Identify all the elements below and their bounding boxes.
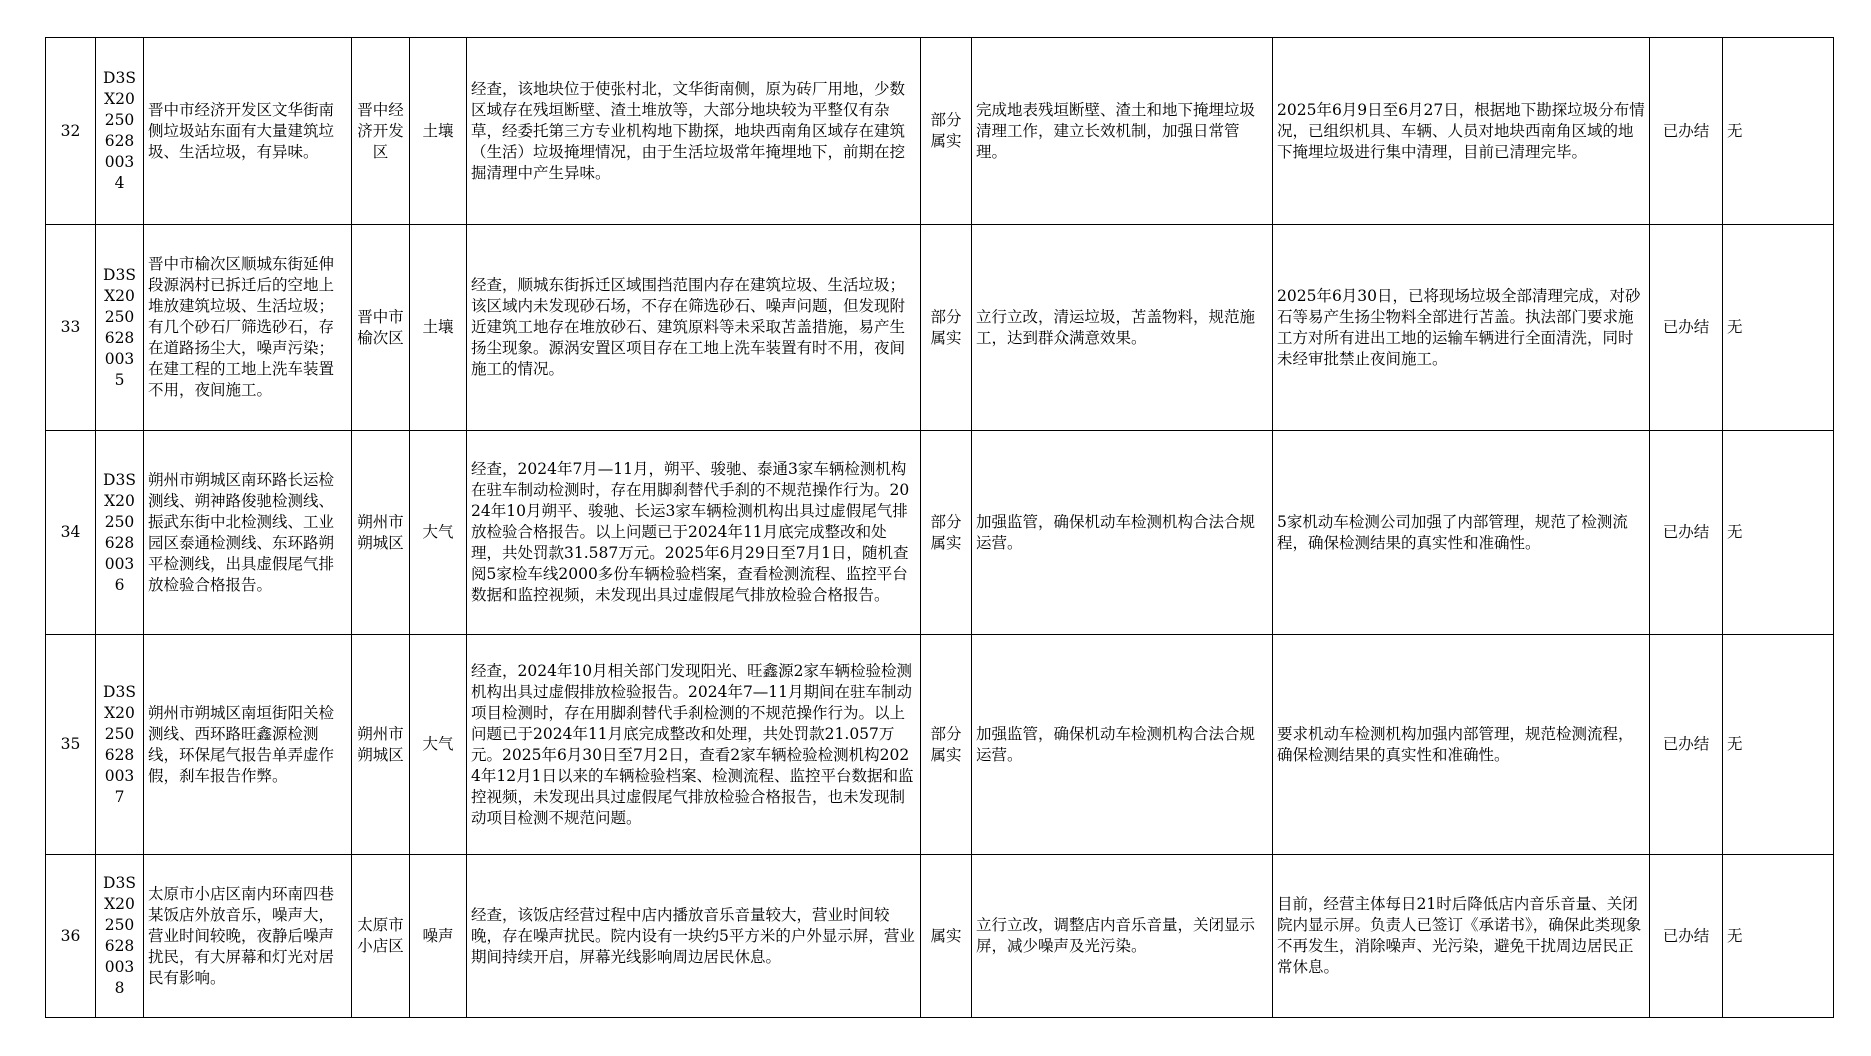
row-number: 35: [46, 635, 96, 855]
table-row: [46, 635, 1834, 855]
accountability-note: 无: [1723, 431, 1834, 635]
administrative-area: 太原市小店区: [352, 855, 410, 1018]
administrative-area: 朔州市朔城区: [352, 635, 410, 855]
completion-status: 已办结: [1650, 635, 1723, 855]
case-code: D3SX202506280036: [96, 431, 144, 635]
reported-issue: 晋中市经济开发区文华街南侧垃圾站东面有大量建筑垃圾、生活垃圾，有异味。: [144, 38, 352, 225]
completion-status: 已办结: [1650, 225, 1723, 431]
accountability-note: 无: [1723, 635, 1834, 855]
reported-issue: 太原市小店区南内环南四巷某饭店外放音乐，噪声大，营业时间较晚，夜静后噪声扰民，有大屏幕和灯光对居民有影响。: [144, 855, 352, 1018]
case-code: D3SX202506280037: [96, 635, 144, 855]
case-code: D3SX202506280034: [96, 38, 144, 225]
administrative-area: 晋中市榆次区: [352, 225, 410, 431]
case-code: D3SX202506280035: [96, 225, 144, 431]
verification-status: 部分属实: [921, 225, 972, 431]
table-row: [46, 431, 1834, 635]
pollution-type: 土壤: [410, 225, 467, 431]
verification-status: 部分属实: [921, 635, 972, 855]
table-row: [46, 855, 1834, 1018]
rectification-measures: 立行立改，调整店内音乐音量，关闭显示屏，减少噪声及光污染。: [972, 855, 1273, 1018]
accountability-note: 无: [1723, 38, 1834, 225]
accountability-note: 无: [1723, 855, 1834, 1018]
investigation-result: 经查，该地块位于使张村北，文华街南侧，原为砖厂用地，少数区域存在残垣断壁、渣土堆放等，大部分地块较为平整仅有杂草，经委托第三方专业机构地下勘探，地块西南角区域存在建筑（生活）垃圾掩埋情况，由于生活垃圾常年掩埋地下，前期在挖掘清理中产生异味。: [467, 38, 921, 225]
rectification-progress: 5家机动车检测公司加强了内部管理，规范了检测流程，确保检测结果的真实性和准确性。: [1273, 431, 1650, 635]
rectification-progress: 要求机动车检测机构加强内部管理，规范检测流程，确保检测结果的真实性和准确性。: [1273, 635, 1650, 855]
pollution-type: 噪声: [410, 855, 467, 1018]
case-code: D3SX202506280038: [96, 855, 144, 1018]
completion-status: 已办结: [1650, 855, 1723, 1018]
rectification-progress: 2025年6月30日，已将现场垃圾全部清理完成，对砂石等易产生扬尘物料全部进行苫盖。执法部门要求施工方对所有进出工地的运输车辆进行全面清洗，同时未经审批禁止夜间施工。: [1273, 225, 1650, 431]
rectification-measures: 加强监管，确保机动车检测机构合法合规运营。: [972, 635, 1273, 855]
rectification-measures: 完成地表残垣断壁、渣土和地下掩埋垃圾清理工作，建立长效机制，加强日常管理。: [972, 38, 1273, 225]
verification-status: 部分属实: [921, 38, 972, 225]
administrative-area: 晋中经济开发区: [352, 38, 410, 225]
row-number: 36: [46, 855, 96, 1018]
investigation-result: 经查，顺城东街拆迁区域围挡范围内存在建筑垃圾、生活垃圾；该区域内未发现砂石场，不存在筛选砂石、噪声问题，但发现附近建筑工地存在堆放砂石、建筑原料等未采取苫盖措施，易产生扬尘现象。源涡安置区项目存在工地上洗车装置有时不用，夜间施工的情况。: [467, 225, 921, 431]
completion-status: 已办结: [1650, 38, 1723, 225]
reported-issue: 朔州市朔城区南垣街阳关检测线、西环路旺鑫源检测线，环保尾气报告单弄虚作假，刹车报告作弊。: [144, 635, 352, 855]
table-row: [46, 38, 1834, 225]
completion-status: 已办结: [1650, 431, 1723, 635]
table-row: [46, 225, 1834, 431]
administrative-area: 朔州市朔城区: [352, 431, 410, 635]
row-number: 33: [46, 225, 96, 431]
row-number: 32: [46, 38, 96, 225]
row-number: 34: [46, 431, 96, 635]
pollution-type: 土壤: [410, 38, 467, 225]
accountability-note: 无: [1723, 225, 1834, 431]
pollution-type: 大气: [410, 635, 467, 855]
investigation-result: 经查，该饭店经营过程中店内播放音乐音量较大，营业时间较晚，存在噪声扰民。院内设有一块约5平方米的户外显示屏，营业期间持续开启，屏幕光线影响周边居民休息。: [467, 855, 921, 1018]
verification-status: 部分属实: [921, 431, 972, 635]
petition-table: [45, 37, 1834, 1018]
investigation-result: 经查，2024年7月—11月，朔平、骏驰、泰通3家车辆检测机构在驻车制动检测时，存在用脚刹替代手刹的不规范操作行为。2024年10月朔平、骏驰、长运3家车辆检测机构出具过虚假尾气排放检验合格报告。以上问题已于2024年11月底完成整改和处理，共处罚款31.587万元。2025年6月29日至7月1日，随机查阅5家检车线2000多份车辆检验档案，查看检测流程、监控平台数据和监控视频，未发现出具过虚假尾气排放检验合格报告。: [467, 431, 921, 635]
rectification-measures: 立行立改，清运垃圾，苫盖物料，规范施工，达到群众满意效果。: [972, 225, 1273, 431]
rectification-progress: 目前，经营主体每日21时后降低店内音乐音量、关闭院内显示屏。负责人已签订《承诺书》，确保此类现象不再发生，消除噪声、光污染，避免干扰周边居民正常休息。: [1273, 855, 1650, 1018]
pollution-type: 大气: [410, 431, 467, 635]
rectification-progress: 2025年6月9日至6月27日，根据地下勘探垃圾分布情况，已组织机具、车辆、人员对地块西南角区域的地下掩埋垃圾进行集中清理，目前已清理完毕。: [1273, 38, 1650, 225]
rectification-measures: 加强监管，确保机动车检测机构合法合规运营。: [972, 431, 1273, 635]
reported-issue: 晋中市榆次区顺城东街延伸段源涡村已拆迁后的空地上堆放建筑垃圾、生活垃圾；有几个砂石厂筛选砂石，存在道路扬尘大，噪声污染；在建工程的工地上洗车装置不用，夜间施工。: [144, 225, 352, 431]
reported-issue: 朔州市朔城区南环路长运检测线、朔神路俊驰检测线、振武东街中北检测线、工业园区泰通检测线、东环路朔平检测线，出具虚假尾气排放检验合格报告。: [144, 431, 352, 635]
verification-status: 属实: [921, 855, 972, 1018]
investigation-result: 经查，2024年10月相关部门发现阳光、旺鑫源2家车辆检验检测机构出具过虚假排放检验报告。2024年7—11月期间在驻车制动项目检测时，存在用脚刹替代手刹检测的不规范操作行为。以上问题已于2024年11月底完成整改和处理，共处罚款21.057万元。2025年6月30日至7月2日，查看2家车辆检验检测机构2024年12月1日以来的车辆检验档案、检测流程、监控平台数据和监控视频，未发现出具过虚假尾气排放检验合格报告，也未发现制动项目检测不规范问题。: [467, 635, 921, 855]
